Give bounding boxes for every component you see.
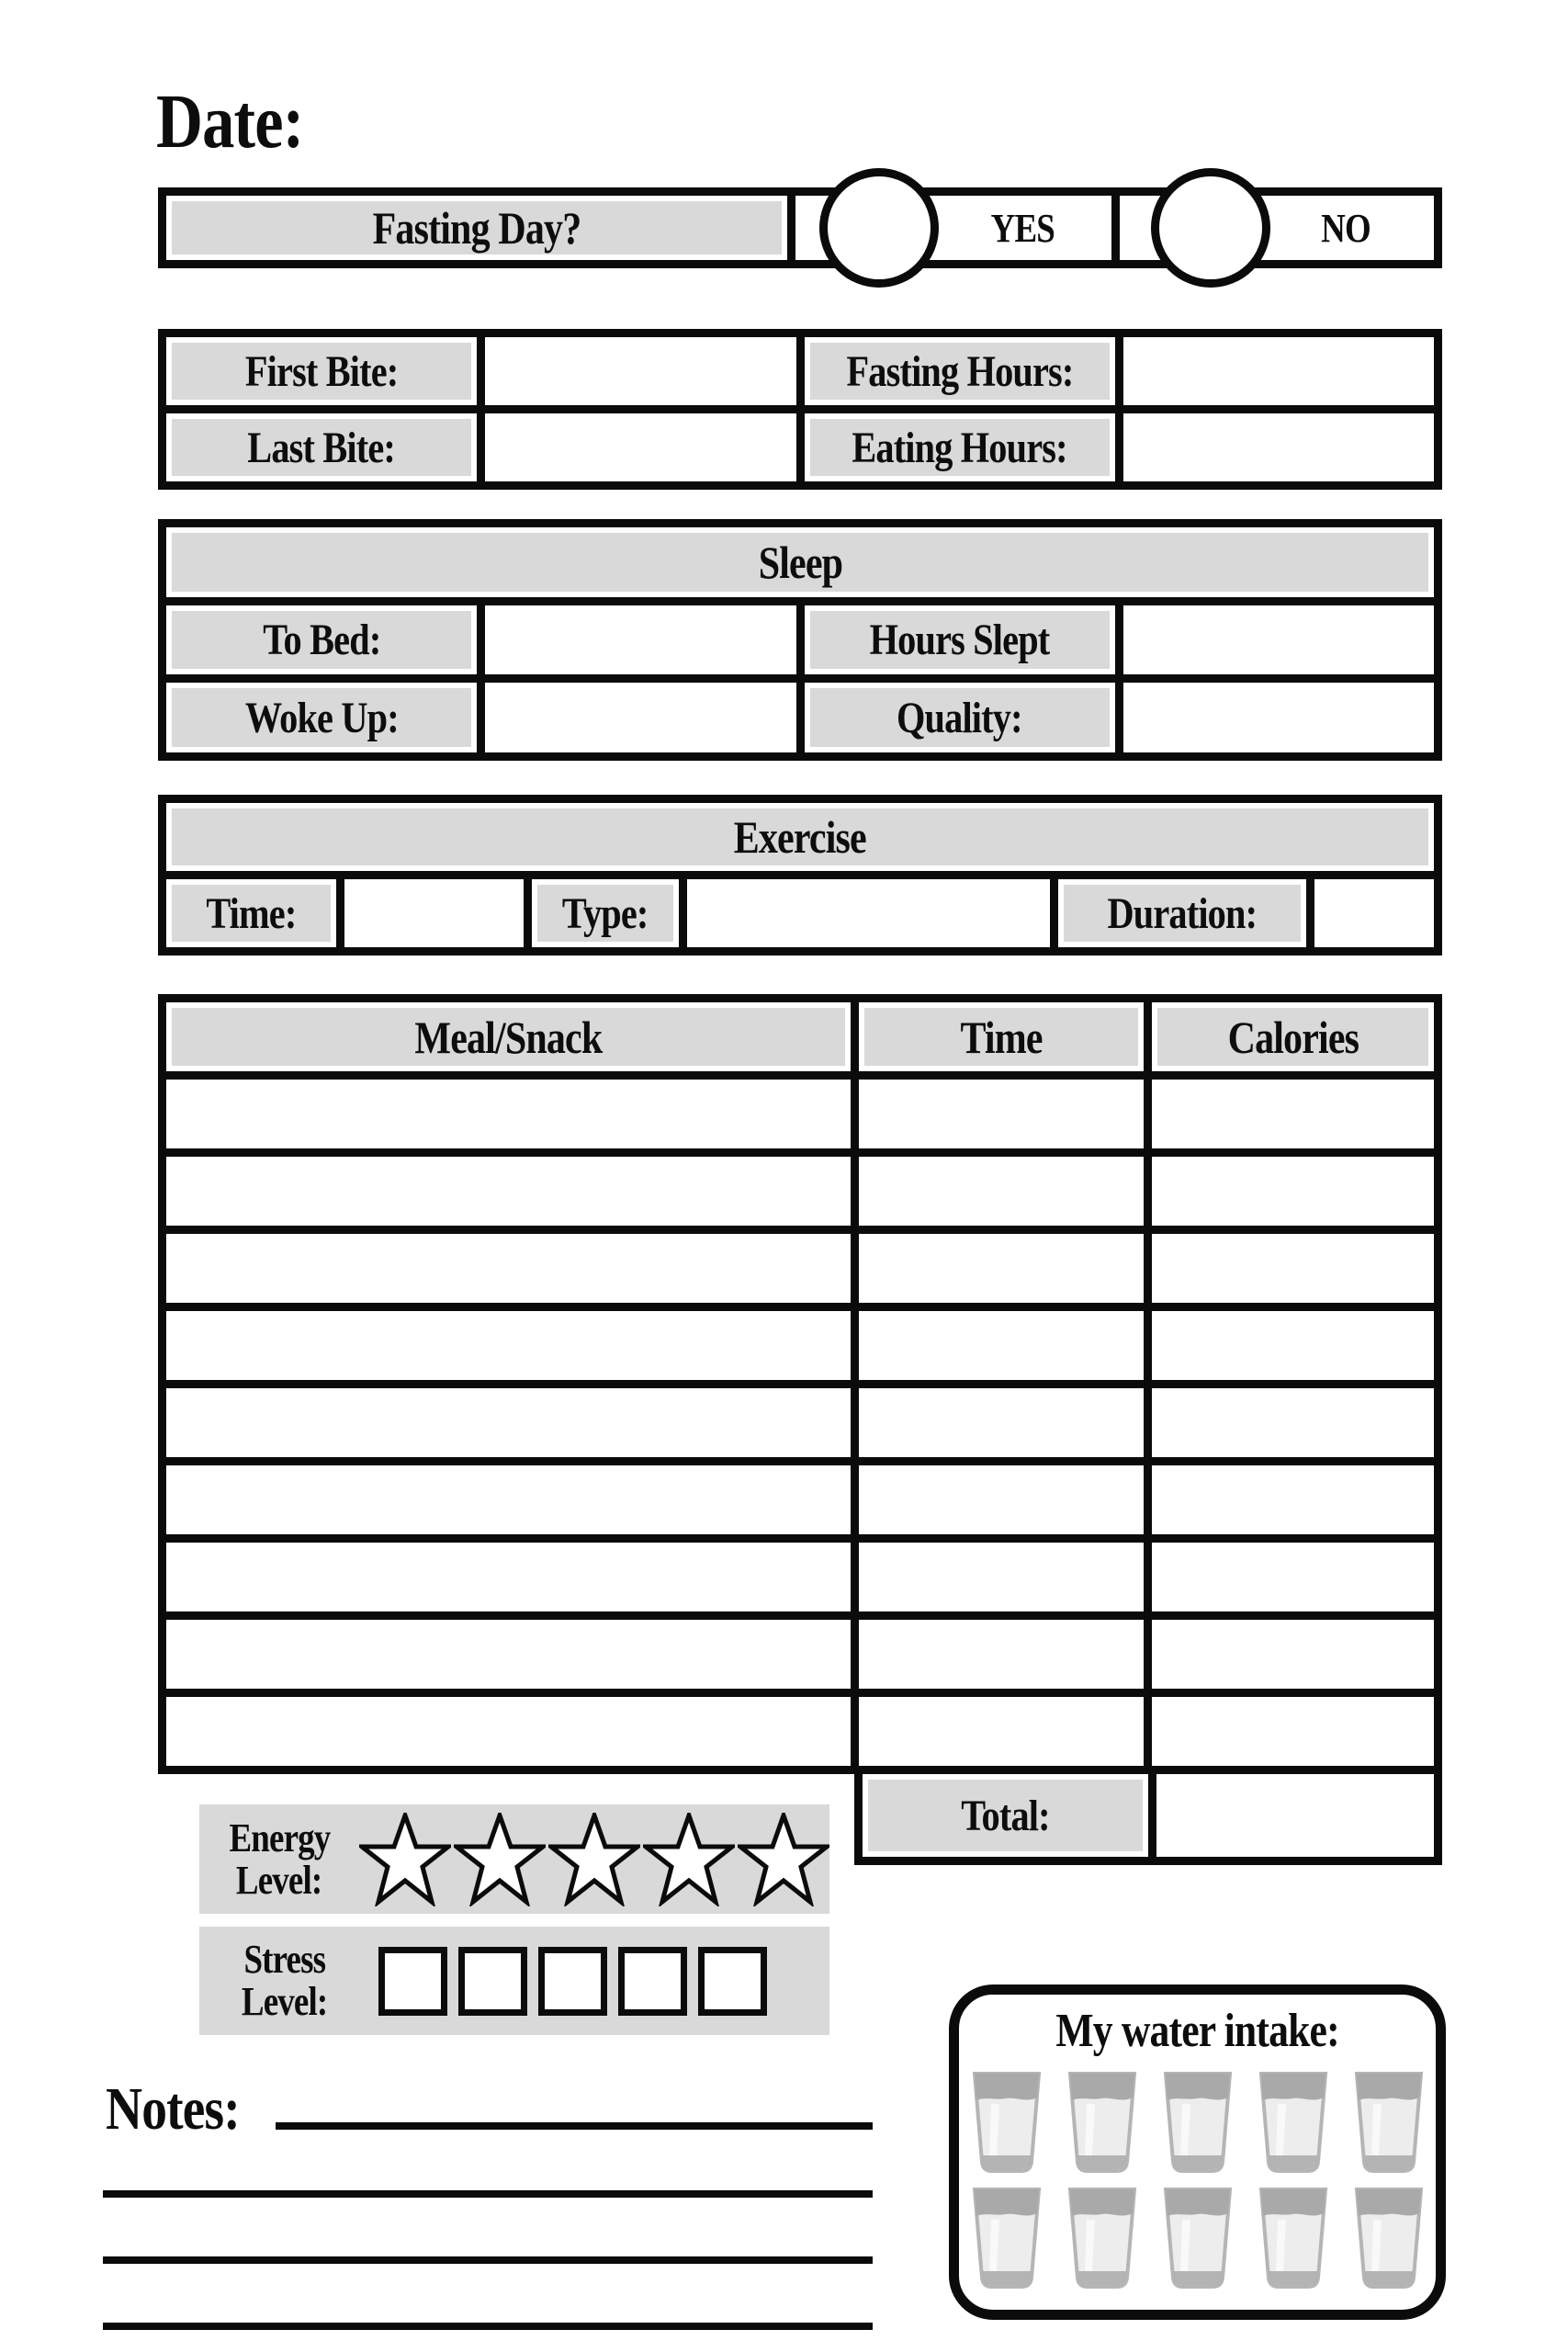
meal-snack-cell-row-8[interactable] [166,1620,851,1689]
calories-cell-row-3[interactable] [1152,1234,1434,1303]
exercise-duration-label: Duration: [1058,879,1306,947]
first-bite-label: First Bite: [166,337,477,405]
star-icon[interactable] [548,1813,640,1906]
fasting-hours-label: Fasting Hours: [805,337,1115,405]
water-glass-icon[interactable] [1353,2071,1425,2174]
meal-snack-column-header: Meal/Snack [166,1002,851,1071]
meal-snack-cell-row-2[interactable] [166,1157,851,1226]
meal-snack-cell-row-9[interactable] [166,1697,851,1766]
sleep-section [158,519,1442,761]
date-label: Date: [156,79,304,164]
meal-snack-cell-row-4[interactable] [166,1311,851,1380]
hours-slept-label: Hours Slept [805,605,1115,675]
hours-slept-field[interactable] [1123,605,1434,675]
star-icon[interactable] [454,1813,546,1906]
fasting-yes-cell[interactable]: YES [795,196,1111,260]
calories-cell-row-8[interactable] [1152,1620,1434,1689]
stress-checkbox[interactable] [538,1947,607,2016]
notes-writing-line[interactable] [103,2256,873,2264]
exercise-type-field[interactable] [687,879,1050,947]
stress-checkbox[interactable] [458,1947,527,2016]
time-column-header: Time [859,1002,1144,1071]
water-glass-icon[interactable] [1258,2071,1329,2174]
exercise-section [158,795,1442,956]
time-cell-row-9[interactable] [859,1697,1144,1766]
stress-box-rating [378,1947,767,2016]
no-choice-circle[interactable] [1151,168,1270,288]
exercise-time-field[interactable] [344,879,524,947]
stress-checkbox[interactable] [618,1947,687,2016]
to-bed-label: To Bed: [166,605,477,675]
last-bite-label: Last Bite: [166,413,477,481]
water-glass-icon[interactable] [1066,2071,1138,2174]
meal-log-table [158,994,1442,1774]
time-cell-row-2[interactable] [859,1157,1144,1226]
water-glass-icon[interactable] [971,2071,1043,2174]
meal-snack-cell-row-3[interactable] [166,1234,851,1303]
exercise-duration-field[interactable] [1314,879,1434,947]
water-glass-icon[interactable] [1066,2187,1138,2290]
energy-level-label: Energy Level: [229,1815,330,1903]
eating-hours-label: Eating Hours: [805,413,1115,481]
exercise-type-label: Type: [532,879,679,947]
first-bite-field[interactable] [485,337,795,405]
exercise-section-title: Exercise [166,803,1434,871]
time-cell-row-3[interactable] [859,1234,1144,1303]
time-cell-row-7[interactable] [859,1543,1144,1611]
energy-level-box [199,1804,829,1914]
eating-hours-field[interactable] [1123,413,1434,481]
water-glass-icon[interactable] [971,2187,1043,2290]
time-cell-row-4[interactable] [859,1311,1144,1380]
quality-field[interactable] [1123,683,1434,752]
fasting-hours-field[interactable] [1123,337,1434,405]
water-glass-row [971,2187,1425,2290]
quality-label: Quality: [805,683,1115,752]
water-glass-icon[interactable] [1258,2187,1329,2290]
stress-checkbox[interactable] [698,1947,767,2016]
meal-snack-cell-row-1[interactable] [166,1080,851,1148]
notes-writing-line[interactable] [276,2122,873,2130]
calories-cell-row-7[interactable] [1152,1543,1434,1611]
stress-level-label: Stress Level: [241,1937,328,2024]
calories-cell-row-9[interactable] [1152,1697,1434,1766]
calories-cell-row-5[interactable] [1152,1388,1434,1457]
total-calories-field[interactable] [1156,1774,1434,1857]
woke-up-field[interactable] [485,683,795,752]
calories-total-row [854,1766,1442,1865]
time-cell-row-8[interactable] [859,1620,1144,1689]
sleep-section-title: Sleep [166,527,1434,597]
bites-section [158,329,1442,490]
fasting-no-cell[interactable]: NO [1120,196,1434,260]
meal-snack-cell-row-5[interactable] [166,1388,851,1457]
star-icon[interactable] [643,1813,735,1906]
calories-cell-row-2[interactable] [1152,1157,1434,1226]
to-bed-field[interactable] [485,605,795,675]
last-bite-field[interactable] [485,413,795,481]
exercise-time-label: Time: [166,879,336,947]
water-intake-box [949,1984,1446,2320]
star-icon[interactable] [738,1813,829,1906]
star-icon[interactable] [359,1813,451,1906]
calories-column-header: Calories [1152,1002,1434,1071]
calories-cell-row-6[interactable] [1152,1465,1434,1534]
water-glass-icon[interactable] [1162,2071,1234,2174]
notes-label: Notes: [106,2075,240,2143]
water-glass-icon[interactable] [1162,2187,1234,2290]
water-glass-row [971,2071,1425,2174]
yes-choice-circle[interactable] [819,168,939,288]
notes-writing-line[interactable] [103,2190,873,2198]
notes-writing-line[interactable] [103,2323,873,2330]
water-glass-icon[interactable] [1353,2187,1425,2290]
calories-cell-row-1[interactable] [1152,1080,1434,1148]
calories-cell-row-4[interactable] [1152,1311,1434,1380]
woke-up-label: Woke Up: [166,683,477,752]
total-label: Total: [863,1774,1148,1857]
energy-star-rating [359,1813,829,1906]
stress-level-box [199,1927,829,2035]
stress-checkbox[interactable] [378,1947,447,2016]
meal-snack-cell-row-7[interactable] [166,1543,851,1611]
meal-snack-cell-row-6[interactable] [166,1465,851,1534]
time-cell-row-5[interactable] [859,1388,1144,1457]
time-cell-row-1[interactable] [859,1080,1144,1148]
water-intake-title: My water intake: [1055,2005,1339,2057]
time-cell-row-6[interactable] [859,1465,1144,1534]
fasting-day-question: Fasting Day? [166,196,787,260]
